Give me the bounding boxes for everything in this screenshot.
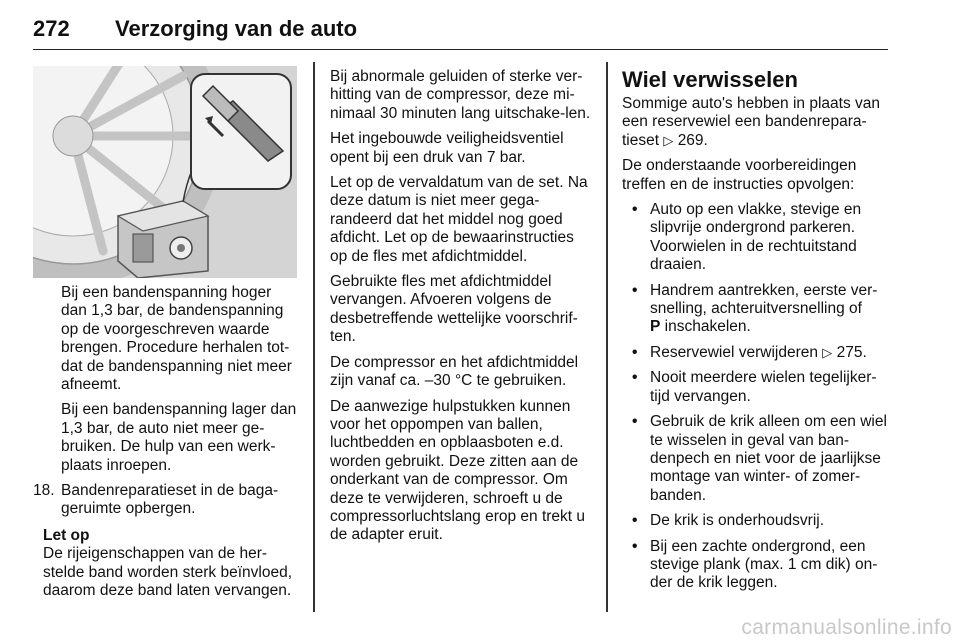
page-reference: 269.: [677, 131, 708, 149]
page-reference: 275.: [836, 343, 867, 361]
page-header: [33, 10, 888, 50]
paragraph-expiry: Let op de vervaldatum van de set. Na deze datum is niet meer gega-randeerd dat het middel nog goed afdicht. Let op de bewaarinstructies op de fles met afdichtmiddel.: [330, 174, 588, 265]
step-text: Bandenreparatieset in de baga-geruimte opbergen.: [61, 482, 279, 518]
column-2: [330, 68, 592, 552]
page-number: 272: [33, 16, 70, 41]
bullet-icon: •: [632, 369, 638, 387]
paragraph-preparation: De onderstaande voorbereidingen treffen en de instructies opvolgen:: [622, 157, 857, 193]
arrow-reference-icon: ▷: [663, 132, 674, 148]
column-1: [33, 66, 301, 607]
bullet-icon: •: [632, 201, 638, 219]
step-number: 18.: [33, 482, 55, 500]
list-item: • De krik is onderhoudsvrij.: [632, 512, 825, 530]
note-title: Let op: [43, 526, 90, 544]
paragraph-intro: Sommige auto's hebben in plaats van een reservewiel een bandenrepara-tieset ▷ 269.: [622, 95, 881, 149]
list-item: • Reservewiel verwijderen ▷ 275.: [632, 343, 867, 361]
bullet-icon: •: [632, 512, 638, 530]
bullet-icon: •: [632, 343, 638, 361]
bullet-icon: •: [632, 281, 638, 299]
column-divider-right: [606, 62, 608, 612]
paragraph-accessories: De aanwezige hulpstukken kunnen voor het oppompen van ballen, luchtbedden en opblaasboten e.d. worden gebruikt. Deze zitten aan de onderkant van de compressor. Om deze te verwijderen, schroeft u de compressorluchtslang erop en trekt u de adapter eruit.: [330, 397, 586, 544]
section-title: Wiel verwisselen: [622, 67, 798, 92]
tyre-compressor-illustration: [33, 66, 297, 278]
list-item: • Gebruik de krik alleen om een wiel te wisselen in geval van ban-denpech en niet voor de jaarlijkse montage van winter- of zomer-banden.: [632, 413, 887, 504]
paragraph-valve: Het ingebouwde veiligheidsventiel opent bij een druk van 7 bar.: [330, 130, 564, 166]
paragraph-pressure-higher: Bij een bandenspanning hoger dan 1,3 bar, de bandenspanning op de voorgeschreven waarde brengen. Procedure herhalen tot-dat de bandenspanning niet meer afneemt.: [61, 284, 292, 394]
bullet-icon: •: [632, 413, 638, 431]
paragraph-disposal: Gebruikte fles met afdichtmiddel vervangen. Afvoeren volgens de desbetreffende wettelijke voorschrif-ten.: [330, 273, 578, 346]
list-item: • Nooit meerdere wielen tegelijker-tijd vervangen.: [632, 369, 877, 405]
chapter-title: Verzorging van de auto: [115, 16, 358, 41]
bullet-icon: •: [632, 537, 638, 555]
instruction-list: [622, 201, 890, 593]
list-item: • Auto op een vlakke, stevige en slipvrije ondergrond parkeren. Voorwielen in de rechtuitstand draaien.: [632, 201, 862, 274]
watermark: carmanualsonline.info: [741, 616, 952, 639]
paragraph-temperature: De compressor en het afdichtmiddel zijn vanaf ca. –30 °C te gebruiken.: [330, 353, 579, 390]
paragraph-noise: Bij abnormale geluiden of sterke ver-hitting van de compressor, deze mi-nimaal 30 minuten lang uitschake-len.: [330, 68, 591, 122]
gear-p-label: P: [650, 318, 661, 336]
column-3: [622, 66, 890, 600]
column-divider-left: [313, 62, 315, 612]
step-18: [33, 482, 301, 519]
paragraph-pressure-lower: Bij een bandenspanning lager dan 1,3 bar, de auto niet meer ge-bruiken. De hulp van een werk-plaats inroepen.: [61, 401, 297, 474]
arrow-reference-icon: ▷: [822, 344, 833, 360]
note-text: De rijeigenschappen van de her-stelde band worden sterk beïnvloed, daarom deze band laten vervangen.: [43, 545, 293, 600]
list-item: • Handrem aantrekken, eerste ver-snelling, achteruitversnelling of P inschakelen.: [632, 281, 878, 336]
list-item: • Bij een zachte ondergrond, een stevige plank (max. 1 cm dik) on-der de krik leggen.: [632, 537, 878, 592]
